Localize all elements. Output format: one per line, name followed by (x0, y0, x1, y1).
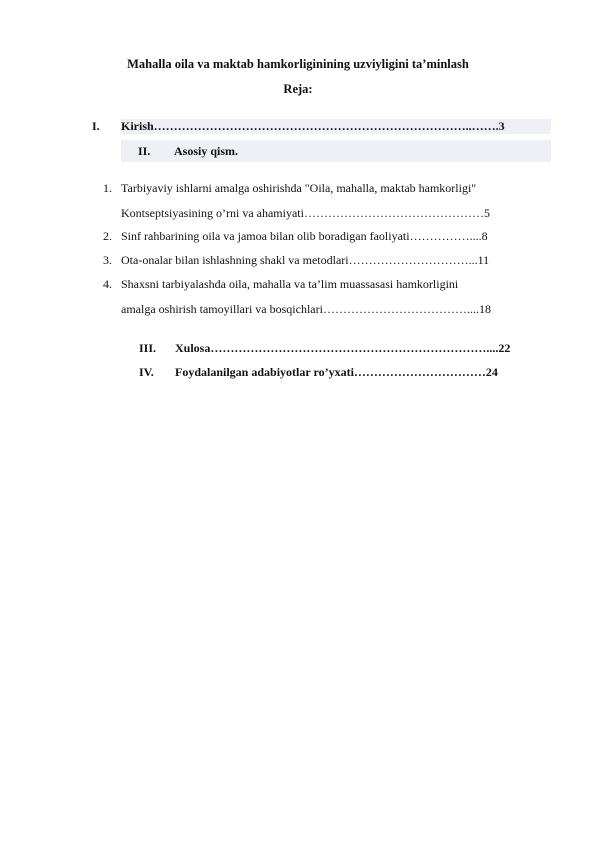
toc-references-numeral: IV. (139, 365, 154, 379)
toc-item-number: 1. (103, 181, 112, 195)
toc-item-number: 3. (103, 253, 112, 267)
toc-item-text-continued: amalga oshirish tamoyillari va bosqichlari………………………………....18 (121, 302, 491, 316)
toc-item-number: 2. (103, 229, 112, 243)
toc-references-text: Foydalanilgan adabiyotlar ro’yxati……………………………24 (175, 365, 498, 379)
toc-main-part-numeral: II. (138, 144, 151, 158)
toc-item-text: Shaxsni tarbiyalashda oila, mahalla va ta’lim muassasasi hamkorligini (121, 277, 459, 291)
toc-item-text-continued: Kontseptsiyasining o’rni va ahamiyati………………………………………5 (121, 206, 490, 220)
toc-intro-text: Kirish……………………………………………………………………..…….3 (121, 119, 505, 133)
toc-item-text: Ota-onalar bilan ishlashning shakl va metodlari…………………………...11 (121, 253, 490, 267)
document-title: Mahalla oila va maktab hamkorliginining uzviyligini ta’minlash (127, 57, 469, 71)
toc-item-number: 4. (103, 277, 112, 291)
toc-main-part-text: Asosiy qism. (174, 144, 239, 158)
toc-main-part (121, 140, 551, 162)
toc-item-text: Sinf rahbarining oila va jamoa bilan olib boradigan faoliyati……………....8 (121, 229, 488, 243)
toc-item-text: Tarbiyaviy ishlarni amalga oshirishda "Oila, mahalla, maktab hamkorligi" (121, 181, 477, 195)
document-subtitle: Reja: (283, 82, 313, 96)
toc-intro-numeral: I. (92, 119, 100, 133)
toc-conclusion-text: Xulosa……………………………………………………………....22 (175, 341, 511, 355)
toc-conclusion-numeral: III. (139, 341, 157, 355)
toc-intro-entry (121, 119, 551, 134)
